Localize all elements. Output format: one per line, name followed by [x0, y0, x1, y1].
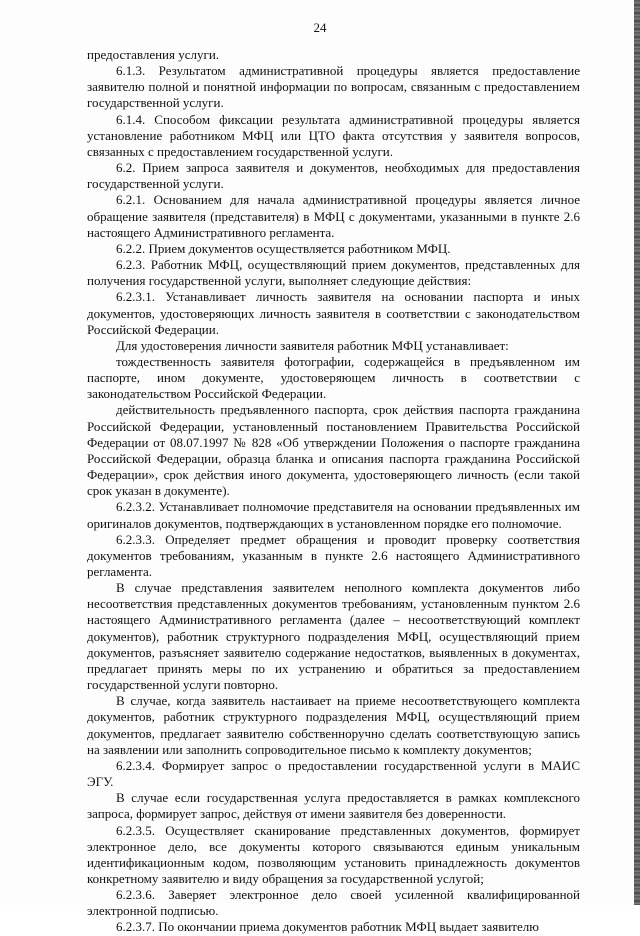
paragraph: 6.2.1. Основанием для начала административной процедуры является личное обращение заявителя (представителя) в МФЦ с документами, указанными в пункте 2.6 настоящего Административного регламента. [87, 192, 580, 240]
document-body [87, 47, 580, 936]
paragraph: В случае если государственная услуга предоставляется в рамках комплексного запроса, формирует запрос, действуя от имени заявителя без доверенности. [87, 790, 580, 822]
paragraph: 6.2.3.1. Устанавливает личность заявителя на основании паспорта и иных документов, удостоверяющих личность заявителя в соответствии с законодательством Российской Федерации. [87, 289, 580, 337]
scan-edge [634, 0, 640, 905]
paragraph: тождественность заявителя фотографии, содержащейся в предъявленном им паспорте, ином документе, удостоверяющем личность в соответствии с законодательством Российской Федерации. [87, 353, 580, 402]
paragraph: В случае, когда заявитель настаивает на приеме несоответствующего комплекта документов, работник структурного подразделения МФЦ, осуществляющий прием документов, предлагает заявителю собственноручно сделать соответствующую запись на заявлении или заполнить сопроводительное письмо к комплекту документов; [87, 693, 580, 757]
paragraph: 6.1.3. Результатом административной процедуры является предоставление заявителю полной и понятной информации по вопросам, связанным с предоставлением государственной услуги. [87, 63, 580, 111]
paragraph: 6.2.3.3. Определяет предмет обращения и проводит проверку соответствия документов требованиям, указанным в пункте 2.6 настоящего Административного регламента. [87, 531, 580, 579]
paragraph: предоставления услуги. [87, 47, 220, 62]
paragraph: 6.2.3. Работник МФЦ, осуществляющий прием документов, представленных для получения государственной услуги, выполняет следующие действия: [87, 257, 580, 289]
paragraph: 6.2.3.6. Заверяет электронное дело своей усиленной квалифицированной электронной подписью. [87, 887, 580, 919]
paragraph: 6.2.3.4. Формирует запрос о предоставлении государственной услуги в МАИС ЭГУ. [87, 757, 580, 790]
paragraph: Для удостоверения личности заявителя работник МФЦ устанавливает: [116, 337, 509, 353]
paragraph: 6.2.3.2. Устанавливает полномочие представителя на основании предъявленных им оригиналов документов, подтверждающих в установленном порядке его полномочие. [87, 499, 580, 531]
page-number: 24 [313, 20, 327, 35]
paragraph: 6.1.4. Способом фиксации результата административной процедуры является установление работником МФЦ или ЦТО факта отсутствия у заявителя вопросов, связанных с предоставлением государственной услуги. [87, 111, 580, 159]
paragraph: действительность предъявленного паспорта, срок действия паспорта гражданина Российской Федерации, установленный постановлением Правительства Российской Федерации от 08.07.1997 № 828 «Об утверждении Положения о паспорте гражданина Российской Федерации, образца бланка и описания паспорта гражданина Российской Федерации», срок действия иного документа, удостоверяющего личность (если такой срок указан в документе). [87, 402, 580, 499]
paragraph: 6.2. Прием запроса заявителя и документов, необходимых для предоставления государственной услуги. [87, 160, 580, 192]
paragraph: 6.2.3.7. По окончании приема документов работник МФЦ выдает заявителю [116, 919, 539, 935]
paragraph: 6.2.3.5. Осуществляет сканирование представленных документов, формирует электронное дело, все документы которого связываются единым уникальным идентификационным кодом, позволяющим установить принадлежность документов конкретному заявителю и виду обращения за государственной услугой; [87, 822, 580, 886]
paragraph: 6.2.2. Прием документов осуществляется работником МФЦ. [116, 240, 451, 256]
paragraph: В случае представления заявителем неполного комплекта документов либо несоответствия представленных документов требованиям, установленным пунктом 2.6 настоящего Административного регламента (далее – несоответствующий комплект документов), работник структурного подразделения МФЦ, осуществляющий прием документов, разъясняет заявителю содержание недостатков, выявленных в документах, предлагает принять меры по их устранению и обратиться за предоставлением государственной услуги повторно. [87, 580, 580, 693]
